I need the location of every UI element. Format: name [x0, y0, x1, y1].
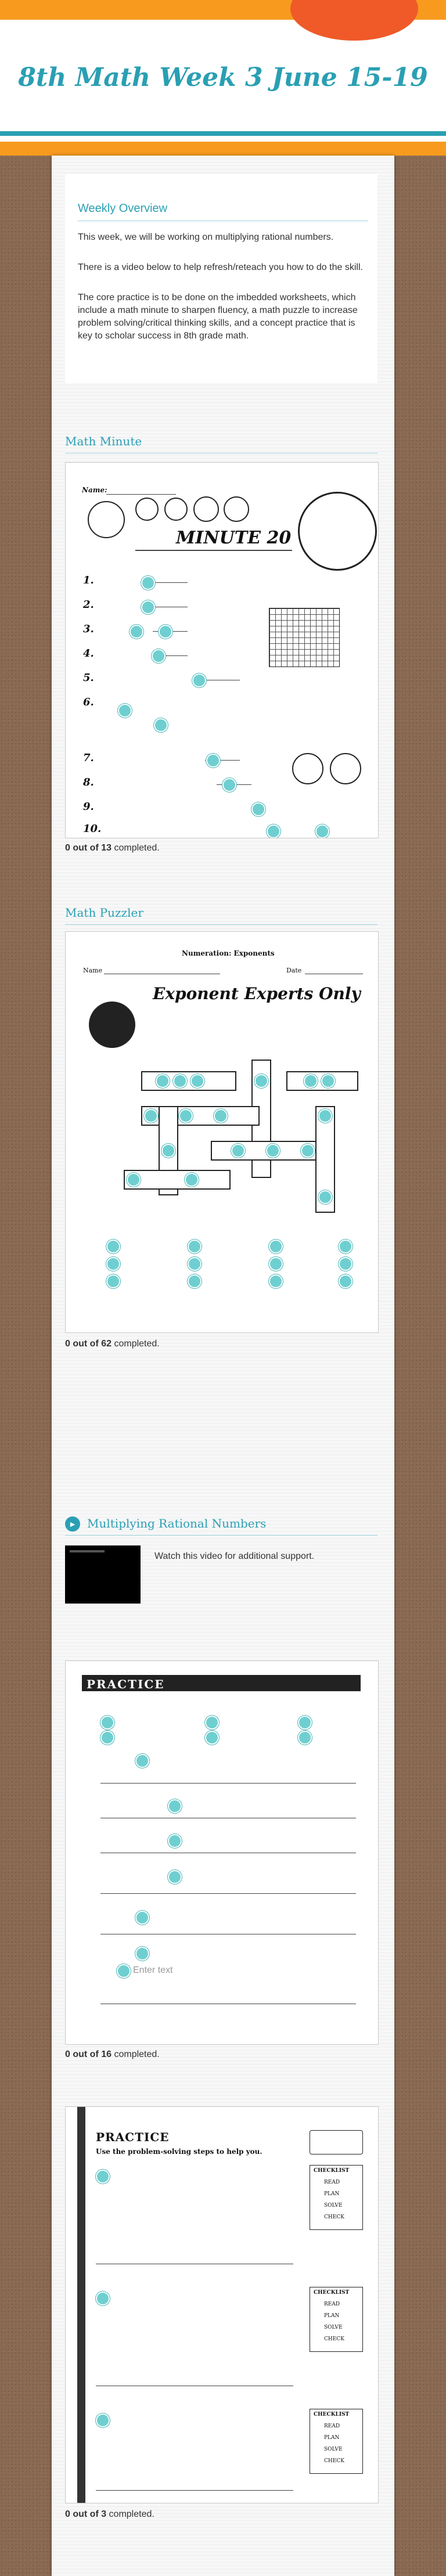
clock-icon — [224, 496, 249, 522]
puzzle-input-dot[interactable] — [269, 1274, 283, 1288]
checklist-item: PLAN — [324, 2435, 340, 2441]
overview-paragraph-1: This week, we will be working on multiplying rational numbers. — [78, 232, 334, 242]
ribbon-badge-icon — [89, 1001, 135, 1048]
question-number: 10. — [83, 823, 102, 835]
question-number: 1. — [83, 574, 94, 586]
practice-heading: PRACTICE — [87, 1677, 165, 1691]
puzzle-input-dot[interactable] — [304, 1074, 318, 1088]
checklist-item: READ — [324, 2179, 340, 2185]
answer-input-dot[interactable] — [135, 1911, 149, 1925]
math-puzzler-completion — [65, 1339, 160, 1349]
math-puzzler-worksheet — [65, 931, 379, 1333]
puzzle-input-dot[interactable] — [254, 1074, 268, 1088]
multiplying-practice-worksheet — [65, 1660, 379, 2045]
answer-input-dot[interactable] — [205, 1731, 219, 1745]
answer-input-dot[interactable] — [168, 1799, 182, 1813]
checklist-item: PLAN — [324, 2191, 340, 2197]
puzzle-input-dot[interactable] — [321, 1074, 335, 1088]
completion-count: 0 out of 16 — [65, 2049, 112, 2059]
answer-input-dot[interactable] — [96, 2292, 110, 2305]
worksheet-name-label: Name: — [82, 486, 107, 494]
overview-paragraph-3: The core practice is to be done on the imbedded worksheets, which include a math minute to sharpen fluency, a math puzzle to increase problem solving/critical thinking skills, and a concept practice that is key to scholar success in 8th grade math. — [78, 293, 358, 341]
checklist-item: SOLVE — [324, 2447, 343, 2452]
math-minute-completion — [65, 843, 160, 853]
puzzle-input-dot[interactable] — [173, 1074, 187, 1088]
puzzle-input-dot[interactable] — [269, 1257, 283, 1271]
clock-icon — [193, 496, 219, 522]
page-header — [0, 0, 446, 156]
puzzle-input-dot[interactable] — [188, 1274, 202, 1288]
header-sun-shape — [290, 0, 418, 41]
math-minute-worksheet — [65, 462, 379, 838]
answer-input-dot[interactable] — [96, 2413, 110, 2427]
puzzle-input-dot[interactable] — [339, 1274, 353, 1288]
puzzle-input-dot[interactable] — [179, 1109, 193, 1123]
stopwatch-icon — [88, 501, 125, 538]
checklist-item: READ — [324, 2423, 340, 2429]
answer-input-dot[interactable] — [135, 1947, 149, 1961]
problem-solving-worksheet — [65, 2106, 379, 2503]
checklist-item: CHECK — [324, 2214, 344, 2220]
answer-input-dot[interactable] — [152, 649, 166, 663]
question-number: 2. — [83, 599, 94, 611]
puzzle-input-dot[interactable] — [301, 1144, 315, 1158]
weekly-overview-card — [65, 174, 377, 383]
checklist-item: CHECK — [324, 2458, 344, 2464]
checklist-item: CHECK — [324, 2336, 344, 2342]
answer-input-dot[interactable] — [130, 625, 143, 639]
puzzle-input-dot[interactable] — [339, 1240, 353, 1253]
answer-input-dot[interactable] — [159, 625, 172, 639]
answer-input-dot[interactable] — [168, 1834, 182, 1848]
completion-count: 0 out of 3 — [65, 2509, 107, 2519]
answer-input-dot[interactable] — [154, 718, 168, 732]
answer-input-dot[interactable] — [135, 1754, 149, 1768]
answer-input-dot[interactable] — [298, 1716, 312, 1730]
multiplying-section-rule — [65, 1535, 377, 1536]
puzzle-input-dot[interactable] — [266, 1144, 280, 1158]
answer-input-dot[interactable] — [168, 1870, 182, 1884]
worksheet-name-label: Name — [83, 967, 103, 974]
puzzle-input-dot[interactable] — [127, 1173, 141, 1187]
answer-input-dot[interactable] — [251, 802, 265, 816]
answer-input-dot[interactable] — [141, 576, 155, 590]
text-answer-field[interactable]: Enter text — [133, 1965, 173, 1975]
answer-input-dot[interactable] — [100, 1716, 114, 1730]
venn-circle — [330, 753, 361, 784]
video-caption: Watch this video for additional support. — [154, 1551, 315, 1561]
puzzle-input-dot[interactable] — [156, 1074, 170, 1088]
question-number: 3. — [83, 623, 94, 635]
math-puzzler-title: Math Puzzler — [65, 906, 143, 920]
completion-count: 0 out of 62 — [65, 1339, 112, 1349]
puzzle-input-dot[interactable] — [106, 1274, 120, 1288]
binding-strip — [77, 2107, 85, 2503]
checklist-item: READ — [324, 2301, 340, 2307]
answer-input-dot[interactable] — [141, 600, 155, 614]
completion-suffix: completed. — [106, 2509, 154, 2519]
answer-input-dot[interactable] — [222, 778, 236, 792]
question-number: 8. — [83, 776, 94, 788]
checklist-title: CHECKLIST — [314, 2290, 350, 2296]
question-number: 5. — [83, 672, 94, 684]
header-orange-band-bottom — [0, 142, 446, 156]
puzzle-input-dot[interactable] — [144, 1109, 158, 1123]
practice2-completion — [65, 2509, 154, 2520]
worksheet-topic: Numeration: Exponents — [182, 949, 275, 957]
math-puzzler-rule — [65, 924, 377, 925]
math-minute-title: Math Minute — [65, 434, 142, 448]
worksheet-heading: Exponent Experts Only — [153, 984, 361, 1003]
answer-input-dot[interactable] — [117, 1964, 131, 1978]
checklist-item: SOLVE — [324, 2325, 343, 2330]
completion-suffix: completed. — [112, 2049, 160, 2059]
hundred-grid-figure — [269, 608, 340, 667]
puzzle-input-dot[interactable] — [188, 1257, 202, 1271]
header-teal-rule — [0, 131, 446, 136]
practice-subheading: Use the problem-solving steps to help you. — [96, 2148, 262, 2156]
puzzle-input-dot[interactable] — [185, 1173, 199, 1187]
completion-suffix: completed. — [112, 843, 160, 853]
checklist-item: PLAN — [324, 2313, 340, 2319]
checklist-box — [310, 2409, 363, 2474]
puzzle-input-dot[interactable] — [318, 1109, 332, 1123]
answer-input-dot[interactable] — [206, 754, 220, 768]
video-thumbnail[interactable] — [65, 1545, 141, 1604]
puzzle-input-dot[interactable] — [231, 1144, 245, 1158]
answer-input-dot[interactable] — [192, 673, 206, 687]
puzzle-input-dot[interactable] — [214, 1109, 228, 1123]
answer-input-dot[interactable] — [267, 824, 280, 838]
checklist-title: CHECKLIST — [314, 2168, 350, 2174]
puzzle-input-dot[interactable] — [339, 1257, 353, 1271]
checklist-box — [310, 2287, 363, 2352]
puzzle-input-dot[interactable] — [269, 1240, 283, 1253]
question-number: 4. — [83, 647, 94, 660]
question-number: 6. — [83, 696, 94, 708]
question-number: 9. — [83, 801, 94, 813]
video-section-icon: ► — [65, 1516, 80, 1532]
large-clock-icon — [298, 492, 377, 571]
completion-suffix: completed. — [112, 1339, 160, 1349]
practice-heading: PRACTICE — [96, 2130, 170, 2144]
puzzle-input-dot[interactable] — [188, 1240, 202, 1253]
question-number: 7. — [83, 752, 94, 764]
multiplying-section-title: Multiplying Rational Numbers — [87, 1516, 267, 1530]
clock-icon — [135, 498, 159, 521]
puzzle-input-dot[interactable] — [106, 1240, 120, 1253]
checklist-box — [310, 2165, 363, 2230]
answer-input-dot[interactable] — [315, 824, 329, 838]
worksheet-date-label: Date — [286, 967, 302, 974]
checklist-title: CHECKLIST — [314, 2412, 350, 2418]
answer-input-dot[interactable] — [298, 1731, 312, 1745]
completion-count: 0 out of 13 — [65, 843, 112, 853]
overview-paragraph-2: There is a video below to help refresh/reteach you how to do the skill. — [78, 262, 363, 272]
venn-circle — [292, 753, 323, 784]
answer-input-dot[interactable] — [205, 1716, 219, 1730]
answer-input-dot[interactable] — [100, 1731, 114, 1745]
puzzle-input-dot[interactable] — [190, 1074, 204, 1088]
clock-icon — [164, 498, 188, 521]
puzzle-input-dot[interactable] — [161, 1144, 175, 1158]
checklist-item: SOLVE — [324, 2203, 343, 2208]
worksheet-heading: MINUTE 20 — [176, 528, 292, 548]
page-title: 8th Math Week 3 June 15-19 — [18, 63, 428, 92]
callout-box — [310, 2130, 363, 2155]
puzzle-input-dot[interactable] — [106, 1257, 120, 1271]
multiplying-completion — [65, 2049, 160, 2060]
weekly-overview-title: Weekly Overview — [78, 202, 168, 215]
puzzle-input-dot[interactable] — [318, 1190, 332, 1204]
answer-input-dot[interactable] — [118, 704, 132, 718]
answer-input-dot[interactable] — [96, 2170, 110, 2184]
